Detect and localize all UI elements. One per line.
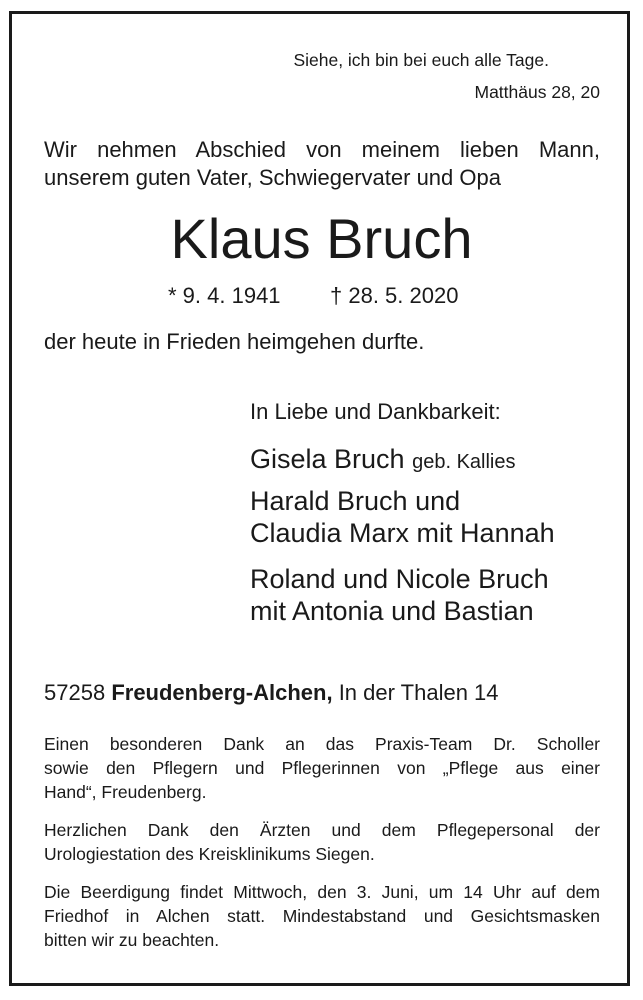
intro-line: unserem guten Vater, Schwiegervater und Opa <box>44 165 501 190</box>
thanks-paragraph <box>44 732 600 804</box>
thanks-paragraph <box>44 818 600 866</box>
mourner-line: mit Antonia und Bastian <box>250 596 534 626</box>
paragraph-line: Urologiestation des Kreisklinikums Siegen. <box>44 844 375 864</box>
bible-verse: Siehe, ich bin bei euch alle Tage. <box>293 50 549 70</box>
mourner-entry <box>250 563 549 627</box>
peace-line: der heute in Frieden heimgehen durfte. <box>44 329 425 354</box>
town: Freudenberg-Alchen, <box>111 680 333 705</box>
mourner-entry <box>250 485 555 549</box>
mourner-line: Claudia Marx mit Hannah <box>250 518 555 548</box>
birth-date: * 9. 4. 1941 <box>168 283 281 308</box>
paragraph-line: Friedhof in Alchen statt. Mindestabstand und Gesichtsmasken <box>44 906 600 926</box>
family-address <box>44 680 499 706</box>
paragraph-line: Herzlichen Dank den Ärzten und dem Pflegepersonal der <box>44 820 600 840</box>
paragraph-line: Die Beerdigung findet Mittwoch, den 3. Juni, um 14 Uhr auf dem <box>44 882 600 902</box>
maiden-name: geb. Kallies <box>412 451 516 473</box>
mourner-entry <box>250 443 516 478</box>
paragraph-line: sowie den Pflegern und Pflegerinnen von „Pflege aus einer <box>44 758 600 778</box>
mourner-name: Gisela Bruch <box>250 444 405 474</box>
intro-line: Wir nehmen Abschied von meinem lieben Mann, <box>44 137 600 162</box>
street: In der Thalen 14 <box>338 680 499 705</box>
funeral-paragraph <box>44 880 600 952</box>
mourner-line: Harald Bruch und <box>250 486 461 516</box>
mourner-line: Roland und Nicole Bruch <box>250 564 549 594</box>
paragraph-line: Einen besonderen Dank an das Praxis-Team Dr. Scholler <box>44 734 600 754</box>
postcode: 57258 <box>44 680 106 705</box>
verse-reference: Matthäus 28, 20 <box>474 82 600 102</box>
paragraph-line: Hand“, Freudenberg. <box>44 782 207 802</box>
deceased-name: Klaus Bruch <box>170 207 473 270</box>
paragraph-line: bitten wir zu beachten. <box>44 930 220 950</box>
mourners-heading: In Liebe und Dankbarkeit: <box>250 399 501 424</box>
intro-text <box>44 136 600 192</box>
death-date: † 28. 5. 2020 <box>330 283 459 308</box>
